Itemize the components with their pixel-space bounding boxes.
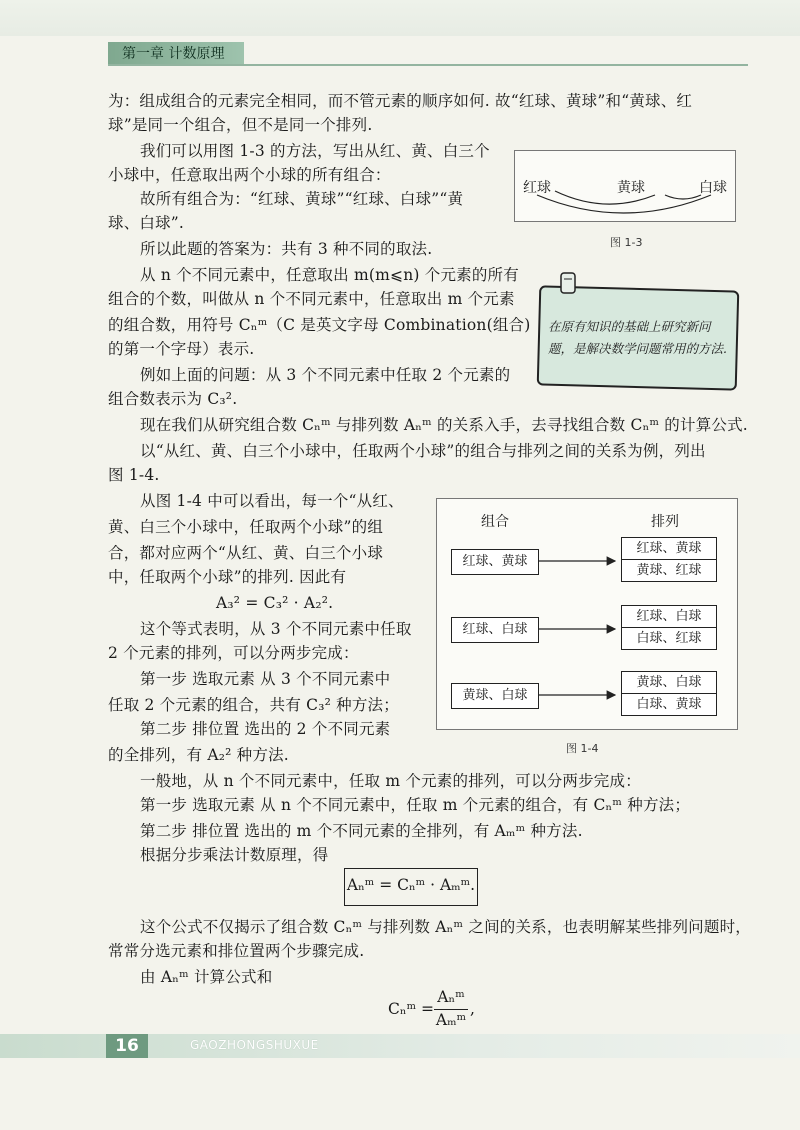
frac-tail: ,	[470, 1000, 475, 1018]
chapter-tab	[108, 42, 244, 64]
text-line: 的第一个字母）表示.	[108, 340, 255, 358]
equation: A₃² = C₃² · A₂².	[216, 594, 334, 612]
text-line: 的组合数，用符号 Cₙᵐ（C 是英文字母 Combination(组合)	[108, 316, 531, 334]
text-line: 从 n 个不同元素中，任意取出 m(m⩽n) 个元素的所有	[140, 266, 519, 284]
text-line: 图 1-4.	[108, 466, 160, 484]
text-line: 球”是同一个组合，但不是同一个排列.	[108, 116, 373, 134]
combo-box: 红球、黄球	[451, 549, 539, 575]
perm-item: 白球、黄球	[622, 693, 716, 715]
perm-item: 黄球、红球	[622, 559, 716, 581]
text-line: 组合数表示为 C₃².	[108, 390, 238, 408]
top-banner	[0, 0, 800, 36]
text-line: 一般地，从 n 个不同元素中，任取 m 个元素的排列，可以分两步完成：	[140, 772, 641, 790]
figure-1-3-caption: 图 1-3	[610, 236, 643, 249]
column-header-combination: 组合	[481, 514, 509, 530]
text-line: 由 Aₙᵐ 计算公式和	[140, 968, 273, 986]
text-line: 常常分选元素和排位置两个步骤完成.	[108, 942, 365, 960]
perm-item: 黄球、白球	[636, 675, 702, 690]
text-line: 第二步 排位置 选出的 2 个不同元素	[140, 720, 391, 738]
boxed-formula	[344, 868, 478, 906]
text-line: 这个等式表明，从 3 个不同元素中任取	[140, 620, 412, 638]
text-line: 根据分步乘法计数原理，得	[140, 846, 329, 864]
ball-label-yellow: 黄球	[617, 180, 645, 196]
combo-box: 黄球、白球	[451, 683, 539, 709]
text-line: 2 个元素的排列，可以分两步完成：	[108, 644, 359, 662]
text-line: 现在我们从研究组合数 Cₙᵐ 与排列数 Aₙᵐ 的关系入手，去寻找组合数 Cₙᵐ 的计算公式.	[140, 416, 748, 434]
text-line: 组合的个数，叫做从 n 个不同元素中，任意取出 m 个元素	[108, 290, 515, 308]
text-line: 合，都对应两个“从红、黄、白三个小球	[108, 544, 384, 562]
header-rule	[108, 64, 748, 66]
ball-label-red: 红球	[523, 180, 551, 196]
formula-text: Aₙᵐ = Cₙᵐ · Aₘᵐ.	[346, 876, 476, 894]
perm-pair	[621, 671, 717, 716]
figure-1-3	[514, 150, 736, 222]
ball-label-white: 白球	[699, 180, 727, 196]
perm-pair	[621, 537, 717, 582]
text-line: 故所有组合为：“红球、黄球”“红球、白球”“黄	[140, 190, 464, 208]
text-line: 我们可以用图 1-3 的方法，写出从红、黄、白三个	[140, 142, 490, 160]
text-line: 以“从红、黄、白三个小球中，任取两个小球”的组合与排列之间的关系为例，列出	[140, 442, 706, 460]
text-line: 第一步 选取元素 从 n 个不同元素中，任取 m 个元素的组合，有 Cₙᵐ 种方法；	[140, 796, 691, 814]
perm-pair	[621, 605, 717, 650]
frac-numerator: Aₙᵐ	[437, 988, 465, 1006]
text-line: 的全排列，有 A₂² 种方法.	[108, 746, 289, 764]
text-line: 第一步 选取元素 从 3 个不同元素中	[140, 670, 391, 688]
perm-item: 红球、黄球	[636, 541, 702, 556]
note-text: 在原有知识的基础上研究新问题，是解决数学问题常用的方法.	[548, 319, 727, 356]
tip-note	[532, 270, 744, 392]
text-line: 例如上面的问题：从 3 个不同元素中任取 2 个元素的	[140, 366, 511, 384]
footer-text: GAOZHONGSHUXUE	[190, 1038, 319, 1052]
text-line: 这个公式不仅揭示了组合数 Cₙᵐ 与排列数 Aₙᵐ 之间的关系，也表明解某些排列问题时，	[140, 918, 751, 936]
text-line: 黄、白三个小球中，任取两个小球”的组	[108, 518, 384, 536]
clip-icon	[558, 270, 578, 296]
perm-item: 白球、红球	[622, 627, 716, 649]
chapter-title: 第一章 计数原理	[122, 46, 225, 62]
frac-bar	[434, 1009, 468, 1010]
column-header-permutation: 排列	[651, 514, 679, 530]
page-number: 16	[106, 1034, 148, 1058]
figure-1-4-caption: 图 1-4	[566, 742, 599, 755]
text-line: 小球中，任意取出两个小球的所有组合：	[108, 166, 391, 184]
text-line: 为：组成组合的元素完全相同，而不管元素的顺序如何. 故“红球、黄球”和“黄球、红	[108, 92, 693, 110]
frac-denominator: Aₘᵐ	[435, 1011, 467, 1029]
text-line: 球、白球”.	[108, 214, 185, 232]
text-line: 中，任取两个小球”的排列. 因此有	[108, 568, 347, 586]
figure-1-4	[436, 498, 738, 730]
text-line: 任取 2 个元素的组合，共有 C₃² 种方法；	[108, 696, 399, 714]
text-line: 第二步 排位置 选出的 m 个不同元素的全排列，有 Aₘᵐ 种方法.	[140, 822, 583, 840]
frac-lhs: Cₙᵐ =	[388, 1000, 434, 1018]
text-line: 所以此题的答案为：共有 3 种不同的取法.	[140, 240, 433, 258]
combo-box: 红球、白球	[451, 617, 539, 643]
perm-item: 红球、白球	[636, 609, 702, 624]
text-line: 从图 1-4 中可以看出，每一个“从红、	[140, 492, 404, 510]
